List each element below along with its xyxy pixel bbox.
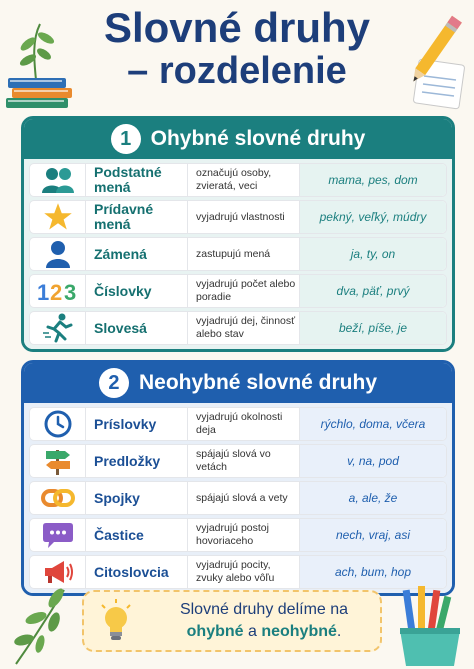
word-class-examples: a, ale, že	[300, 482, 446, 514]
word-class-description: vyjadrujú vlastnosti	[188, 201, 300, 233]
numbers-icon	[36, 278, 80, 304]
title-line-2: – rozdelenie	[127, 50, 347, 93]
word-class-description: vyjadrujú dej, činnosť alebo stav	[188, 312, 300, 344]
table-row	[29, 200, 447, 234]
leaf-branch-icon	[6, 584, 76, 666]
word-class-examples: mama, pes, dom	[300, 164, 446, 196]
section-inflected	[21, 116, 455, 352]
word-class-description: spájajú slová a vety	[188, 482, 300, 514]
pencil-cup-icon	[392, 584, 470, 666]
word-class-name: Predložky	[86, 445, 188, 477]
table-row	[29, 237, 447, 271]
people-icon	[41, 166, 75, 194]
chain-link-icon	[41, 486, 75, 510]
word-class-name: Spojky	[86, 482, 188, 514]
word-class-examples: beží, píše, je	[300, 312, 446, 344]
word-class-examples: rýchlo, doma, včera	[300, 408, 446, 440]
running-person-icon	[42, 313, 74, 343]
signpost-icon	[43, 446, 73, 476]
speech-bubble-icon	[42, 521, 74, 549]
word-class-examples: ach, bum, hop	[300, 556, 446, 588]
section-header	[24, 363, 452, 403]
summary-period: .	[336, 623, 342, 640]
megaphone-icon	[42, 558, 74, 586]
table-row	[29, 518, 447, 552]
word-class-name: Citoslovcia	[86, 556, 188, 588]
table-row	[29, 274, 447, 308]
table-row	[29, 555, 447, 589]
word-class-name: Slovesá	[86, 312, 188, 344]
svg-text:1: 1	[36, 280, 49, 304]
section-header	[24, 119, 452, 159]
word-class-examples: v, na, pod	[300, 445, 446, 477]
summary-note	[82, 590, 382, 652]
summary-conjunction: a	[243, 623, 262, 640]
word-class-name: Príslovky	[86, 408, 188, 440]
section-number: 2	[99, 368, 129, 398]
summary-word-uninflected: neohybné	[261, 623, 337, 640]
pencil-notebook-icon	[394, 12, 470, 112]
summary-line-1: Slovné druhy delíme na	[179, 601, 349, 619]
title-line-1: Slovné druhy	[103, 4, 371, 51]
table-row	[29, 444, 447, 478]
person-icon	[45, 240, 71, 268]
word-class-name: Číslovky	[86, 275, 188, 307]
word-class-examples: nech, vraj, asi	[300, 519, 446, 551]
word-class-description: vyjadrujú postoj hovoriaceho	[188, 519, 300, 551]
summary-word-inflected: ohybné	[186, 623, 244, 640]
clock-icon	[44, 410, 72, 438]
word-class-description: vyjadrujú počet alebo poradie	[188, 275, 300, 307]
table-row	[29, 481, 447, 515]
svg-text:3: 3	[63, 280, 76, 304]
star-icon	[43, 202, 73, 232]
svg-text:2: 2	[49, 280, 62, 304]
word-class-description: spájajú slová vo vetách	[188, 445, 300, 477]
summary-text	[148, 599, 380, 642]
word-class-name: Podstatné mená	[86, 164, 188, 196]
word-class-description: zastupujú mená	[188, 238, 300, 270]
lightbulb-icon	[99, 599, 133, 643]
word-class-description: vyjadrujú pocity, zvuky alebo vôľu	[188, 556, 300, 588]
word-class-examples: ja, ty, on	[300, 238, 446, 270]
word-class-name: Častice	[86, 519, 188, 551]
table-row	[29, 407, 447, 441]
word-class-examples: dva, päť, prvý	[300, 275, 446, 307]
section-number: 1	[111, 124, 141, 154]
word-class-description: vyjadrujú okolnosti deja	[188, 408, 300, 440]
table-row	[29, 163, 447, 197]
word-class-description: označujú osoby, zvieratá, veci	[188, 164, 300, 196]
section-heading: Ohybné slovné druhy	[150, 127, 366, 150]
word-class-examples: pekný, veľký, múdry	[300, 201, 446, 233]
section-uninflected	[21, 360, 455, 596]
word-class-name: Prídavné mená	[86, 201, 188, 233]
word-class-name: Zámená	[86, 238, 188, 270]
table-row	[29, 311, 447, 345]
plant-leaves-icon	[6, 20, 80, 112]
section-heading: Neohybné slovné druhy	[138, 371, 378, 394]
